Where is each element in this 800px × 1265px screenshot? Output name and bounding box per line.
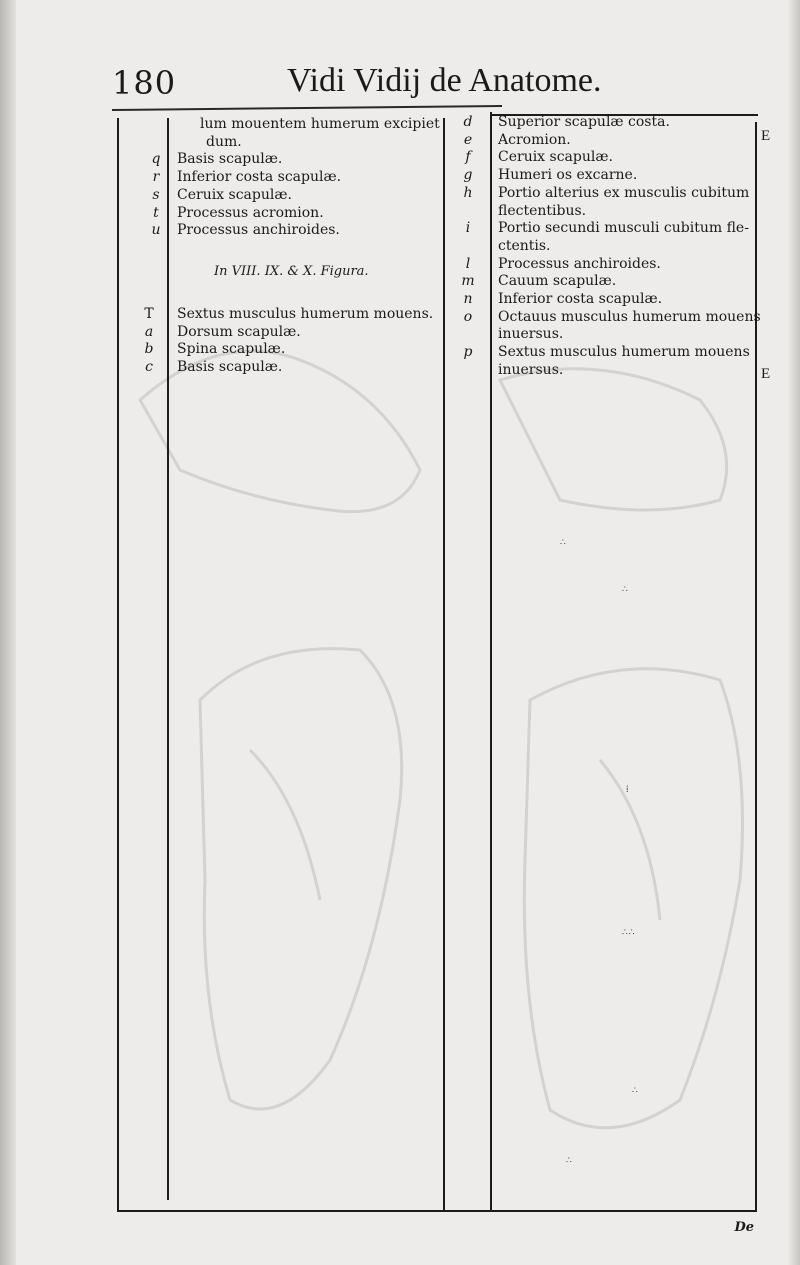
item-letter — [144, 134, 168, 152]
item-letter: i — [465, 220, 471, 237]
item-text: Dorsum scapulæ. — [177, 323, 301, 340]
item-text: inuersus. — [498, 326, 564, 343]
item-text: ctentis. — [498, 237, 551, 254]
ornament-dots-icon: ∴ — [622, 585, 629, 595]
left-column-top — [144, 116, 440, 240]
ornament-dots-icon: ⁞ — [626, 785, 630, 795]
list-item — [137, 359, 433, 377]
item-letter: d — [463, 114, 473, 130]
list-item-continuation — [456, 362, 761, 380]
item-text: lum mouentem humerum excipiet — [200, 116, 440, 132]
page-number: 180 — [112, 64, 177, 102]
list-item-continuation — [456, 203, 761, 221]
figure-heading: In VIII. IX. & X. Figura. — [214, 264, 369, 279]
item-letter: p — [463, 344, 473, 361]
item-text: Ceruix scapulæ. — [498, 149, 613, 166]
item-letter: u — [151, 222, 161, 239]
item-text: flectentibus. — [498, 202, 587, 219]
left-column-bottom — [137, 306, 433, 377]
list-item — [144, 151, 440, 169]
page-gutter-shadow — [0, 0, 16, 1265]
list-item — [144, 116, 440, 134]
list-item — [137, 341, 433, 359]
item-text: Octauus musculus humerum mouens — [498, 308, 761, 325]
list-item — [456, 256, 761, 274]
item-text: Processus anchiroides. — [498, 255, 661, 272]
center-divider-left — [443, 118, 445, 1212]
item-letter: f — [465, 149, 471, 166]
item-letter: T — [144, 306, 154, 322]
item-letter: a — [144, 323, 154, 340]
item-text: Sextus musculus humerum mouens. — [177, 306, 434, 322]
list-item — [456, 291, 761, 309]
list-item — [137, 324, 433, 342]
list-item-continuation — [456, 326, 761, 344]
page-edge-shadow — [788, 0, 800, 1265]
right-column — [456, 114, 761, 380]
catchword: De — [734, 1220, 754, 1235]
item-letter: c — [145, 359, 153, 376]
item-letter: s — [152, 186, 160, 203]
item-letter — [144, 116, 168, 134]
item-text: dum. — [206, 133, 242, 150]
item-text: inuersus. — [498, 361, 564, 378]
list-item — [144, 222, 440, 240]
item-letter: b — [144, 341, 154, 358]
list-item — [456, 220, 761, 238]
item-text: Superior scapulæ costa. — [498, 114, 670, 130]
ornament-dots-icon: ∴∴ — [622, 928, 636, 938]
item-text: Cauum scapulæ. — [498, 273, 617, 290]
item-letter: n — [463, 291, 473, 308]
letter-column-divider-left — [167, 118, 169, 1200]
item-letter: g — [463, 167, 473, 184]
running-title: Vidi Vidij de Anatome. — [287, 62, 602, 99]
list-item — [456, 309, 761, 327]
list-item — [144, 187, 440, 205]
item-letter: o — [463, 308, 473, 325]
list-item — [456, 132, 761, 150]
margin-mark-upper: E — [761, 128, 771, 144]
list-item — [144, 134, 440, 152]
item-text: Portio secundi musculi cubitum fle- — [498, 220, 749, 237]
item-letter: r — [152, 169, 160, 186]
item-text: Inferior costa scapulæ. — [177, 169, 342, 186]
item-text: Humeri os excarne. — [498, 167, 638, 184]
list-item-continuation — [456, 238, 761, 256]
item-text: Basis scapulæ. — [177, 151, 283, 168]
ornament-dots-icon: ∴ — [632, 1086, 639, 1096]
item-text: Basis scapulæ. — [177, 359, 283, 376]
item-text: Processus acromion. — [177, 204, 324, 221]
item-text: Spina scapulæ. — [177, 341, 286, 358]
item-letter: m — [461, 273, 475, 290]
list-item — [456, 114, 761, 132]
list-item — [456, 149, 761, 167]
ornament-dots-icon: ∴ — [566, 1156, 573, 1166]
item-letter: t — [153, 204, 159, 221]
table-bottom-rule — [117, 1210, 757, 1212]
list-item — [144, 205, 440, 223]
list-item — [456, 344, 761, 362]
item-text: Processus anchiroides. — [177, 222, 340, 239]
item-text: Inferior costa scapulæ. — [498, 291, 663, 308]
page-header — [112, 58, 652, 102]
item-letter: e — [463, 131, 473, 148]
margin-mark-lower: E — [761, 366, 771, 382]
item-text: Sextus musculus humerum mouens — [498, 344, 750, 361]
list-item — [144, 169, 440, 187]
table-left-border — [117, 118, 119, 1210]
item-text: Acromion. — [498, 131, 571, 148]
list-item — [456, 273, 761, 291]
ornament-dots-icon: ∴ — [560, 538, 567, 548]
item-letter: h — [463, 184, 473, 201]
header-rule — [112, 105, 502, 111]
item-text: Ceruix scapulæ. — [177, 186, 292, 203]
list-item — [456, 185, 761, 203]
item-text: Portio alterius ex musculis cubitum — [498, 184, 750, 201]
list-item — [137, 306, 433, 324]
item-letter: l — [465, 255, 471, 272]
list-item — [456, 167, 761, 185]
item-letter: q — [151, 151, 161, 168]
